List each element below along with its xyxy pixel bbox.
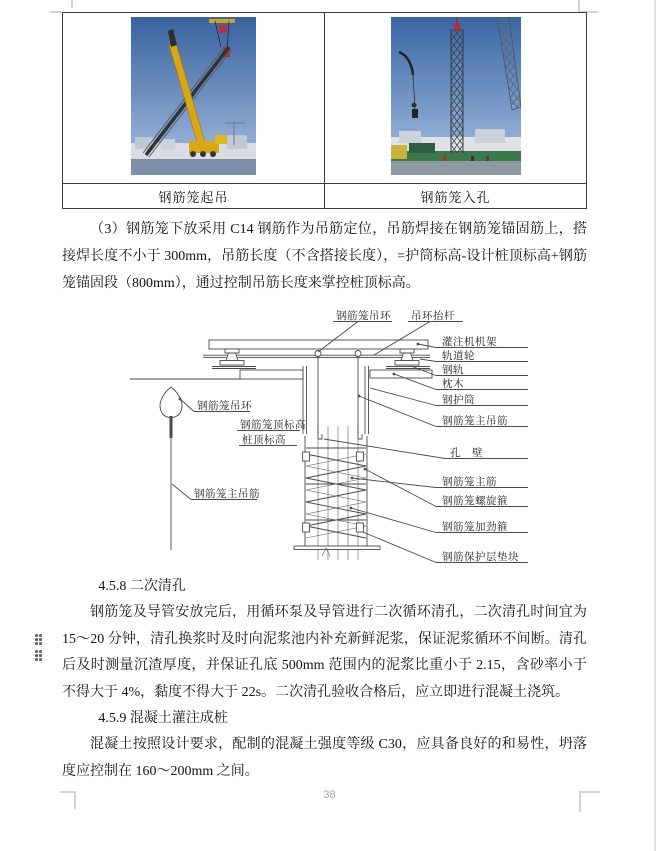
diagram-label: 钢筋笼吊环 (197, 401, 252, 412)
paragraph-second-hole-cleaning: 钢筋笼及导管安放完后，用循环泵及导管进行二次循环清孔，二次清孔时间宜为 15～20 分钟，清孔换浆时及时向泥浆池内补充新鲜泥浆，保证泥浆循环不间断。清孔后及时测量沉渣厚度，并保证孔底 500mm 范围内的泥浆比重小于 2.15，含砂率小于不得大于 4%，黏度不得大于 22s。二次清孔验收合格后，应立即进行混凝土浇筑。 (62, 605, 587, 700)
section-heading-459: 4.5.9 混凝土灌注成桩 (98, 711, 228, 727)
margin-dots-mark (35, 634, 47, 662)
diagram-label: 钢护筒 (442, 395, 475, 406)
paragraph-concrete-pouring: 混凝土按照设计要求，配制的混凝土强度等级 C30，应具备良好的和易性，坍落度应控制在 160～200mm 之间。 (62, 737, 587, 779)
photo-cell-right (325, 13, 587, 184)
diagram-label: 钢筋笼主吊筋 (194, 489, 260, 500)
body-text-block (62, 574, 587, 785)
diagram-label: 钢筋保护层垫块 (442, 552, 519, 563)
paragraph-cage-lowering: （3）钢筋笼下放采用 C14 钢筋作为吊筋定位，吊筋焊接在钢筋笼锚固筋上，搭接焊长度不小于 300mm，吊筋长度（不含搭接长度），=护筒标高-设计桩顶标高+钢筋笼锚固段（800mm），通过控制吊筋长度来掌控桩顶标高。 (62, 222, 587, 291)
photo-caption-right: 钢筋笼入孔 (325, 184, 587, 209)
diagram-label: 钢筋笼主吊筋 (442, 416, 508, 427)
diagram-label: 钢筋笼加劲箍 (442, 522, 508, 533)
diagram-label: 孔 壁 (450, 448, 483, 459)
diagram-label: 灌注机机架 (442, 337, 497, 348)
page-edge (654, 0, 656, 851)
diagram-label: 钢轨 (442, 365, 464, 376)
diagram-label: 钢筋笼螺旋箍 (442, 496, 508, 507)
page-number: 38 (323, 789, 336, 801)
photo-table (62, 12, 587, 209)
diagram-label: 钢筋笼顶标高 (240, 420, 306, 431)
section-heading-458: 4.5.8 二次清孔 (98, 579, 186, 594)
diagram-label: 钢筋笼吊环 (336, 311, 391, 322)
photo-caption-left: 钢筋笼起吊 (63, 184, 325, 209)
technical-diagram (130, 308, 540, 576)
diagram-label: 桩顶标高 (242, 435, 286, 446)
boundary-mark (50, 11, 62, 13)
photo-rebar-cage-lifting (131, 17, 256, 175)
diagram-label: 钢筋笼主筋 (442, 477, 497, 488)
boundary-mark (578, 0, 580, 11)
lifting-ring-shape (160, 387, 182, 418)
photo-cell-left (63, 13, 325, 184)
diagram-label: 吊环抬杆 (411, 311, 455, 322)
track-wheel-left (220, 349, 244, 365)
sleeper-left-shape (240, 370, 303, 379)
diagram-label: 轨道轮 (442, 351, 475, 362)
track-wheel-right (395, 349, 419, 365)
diagram-label: 枕木 (442, 379, 464, 390)
boundary-mark (71, 0, 73, 8)
machine-frame-shape (209, 340, 428, 349)
photo-rebar-cage-entering-hole (391, 17, 521, 175)
